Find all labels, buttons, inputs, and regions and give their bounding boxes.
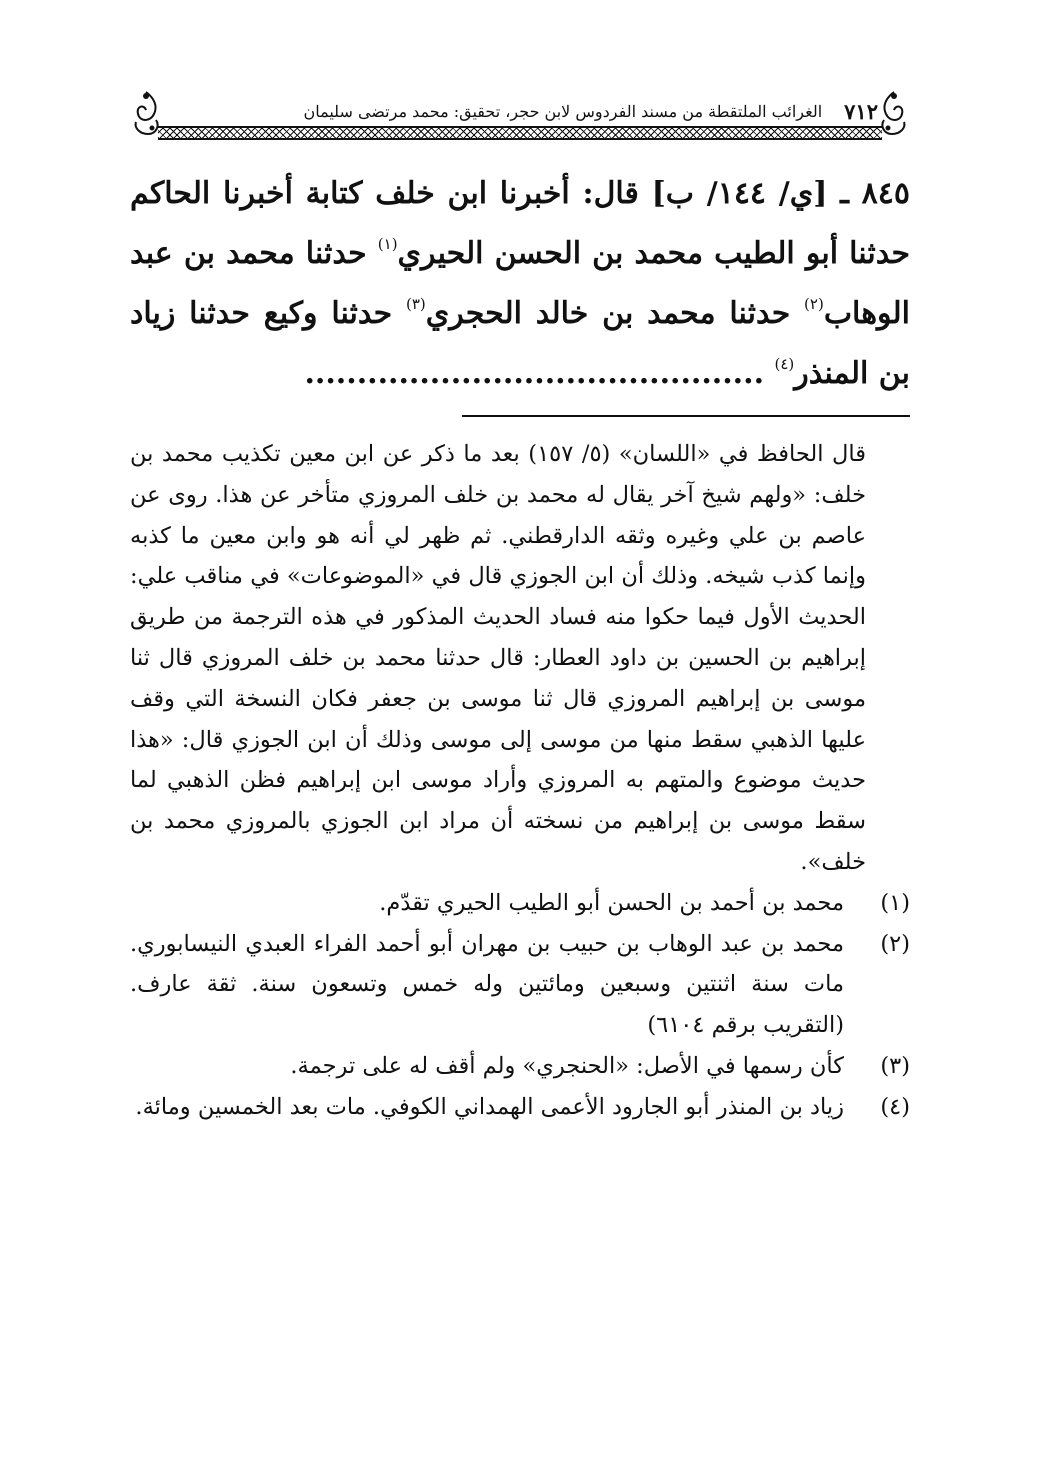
hadith-paragraph: ٨٤٥ ـ [ي/ ١٤٤/ ب] قال: أخبرنا ابن خلف كتابة أخبرنا الحاكم حدثنا أبو الطيب محمد بن الحسن الحيري$^{(١)}$ حدثنا محمد بن عبد الوهاب$^{(٢)}$ حدثنا محمد بن خالد الحجري$^{(٣)}$ حدثنا وكيع حدثنا زياد بن المنذر$^{(٤)}$ ............................................: [130, 176, 911, 391]
footnote-item: [130, 924, 910, 1046]
header-rule: [158, 126, 882, 140]
hadith-text: [130, 164, 910, 404]
page-number: ٧١٢: [844, 98, 878, 124]
footnote-separator: [462, 415, 910, 417]
footnote-item: [130, 1087, 910, 1128]
footnote-ref-4[interactable]: (٤): [774, 355, 795, 373]
footnotes: [130, 434, 910, 1128]
running-title: الغرائب الملتقطة من مسند الفردوس لابن حجر، تحقيق: محمد مرتضى سليمان: [303, 101, 823, 121]
footnote-marker: (٣): [880, 1052, 910, 1079]
footnote-continuation: قال الحافظ في «اللسان» (٥/ ١٥٧) بعد ما ذكر عن ابن معين تكذيب محمد بن خلف: «ولهم شيخ آخر يقال له محمد بن خلف المروزي متأخر عن هذا. روى عن عاصم بن علي وغيره وثقه الدارقطني. ثم ظهر لي أنه هو وابن معين ما كذبه وإنما كذب شيخه. وذلك أن ابن الجوزي قال في «الموضوعات» في مناقب علي: الحديث الأول فيما حكوا منه فساد الحديث المذكور في هذه الترجمة من طريق إبراهيم بن الحسين بن داود العطار: قال حدثنا محمد بن خلف المروزي قال ثنا موسى بن إبراهيم المروزي قال ثنا موسى بن جعفر فكان النسخة التي وقف عليها الذهبي سقط منها من موسى إلى موسى وذلك أن ابن الجوزي قال: «هذا حديث موضوع والمتهم به المروزي وأراد موسى ابن إبراهيم فظن الذهبي لما سقط موسى بن إبراهيم من نسخته أن مراد ابن الجوزي بالمروزي محمد بن خلف».: [130, 441, 866, 875]
footnote-text: زياد بن المنذر أبو الجارود الأعمى الهمداني الكوفي. مات بعد الخمسين ومائة.: [135, 1093, 844, 1120]
running-header: [128, 86, 912, 144]
footnote-marker: (٢): [880, 930, 910, 957]
footnote-text: محمد بن أحمد بن الحسن أبو الطيب الحيري تقدّم.: [379, 889, 844, 916]
footnote-marker: (٤): [880, 1093, 910, 1120]
floral-ornament-icon: [128, 88, 164, 138]
footnote-ref-3[interactable]: (٣): [405, 295, 426, 313]
footnote-text: كأن رسمها في الأصل: «الحنجري» ولم أقف له على ترجمة.: [290, 1052, 844, 1079]
footnote-ref-1[interactable]: (١): [377, 235, 398, 253]
footnote-ref-2[interactable]: (٢): [804, 295, 824, 313]
footnote-item: [130, 1046, 910, 1087]
ellipsis-dots: ............................................: [304, 356, 775, 391]
footnote-text: محمد بن عبد الوهاب بن حبيب بن مهران أبو أحمد الفراء العبدي النيسابوري. مات سنة اثنتين وسبعين ومائتين وله خمس وتسعون سنة. ثقة عارف. (التقريب برقم ٦١٠٤): [130, 930, 844, 1039]
footnote-item: [130, 883, 910, 924]
footnote-marker: (١): [880, 889, 910, 916]
